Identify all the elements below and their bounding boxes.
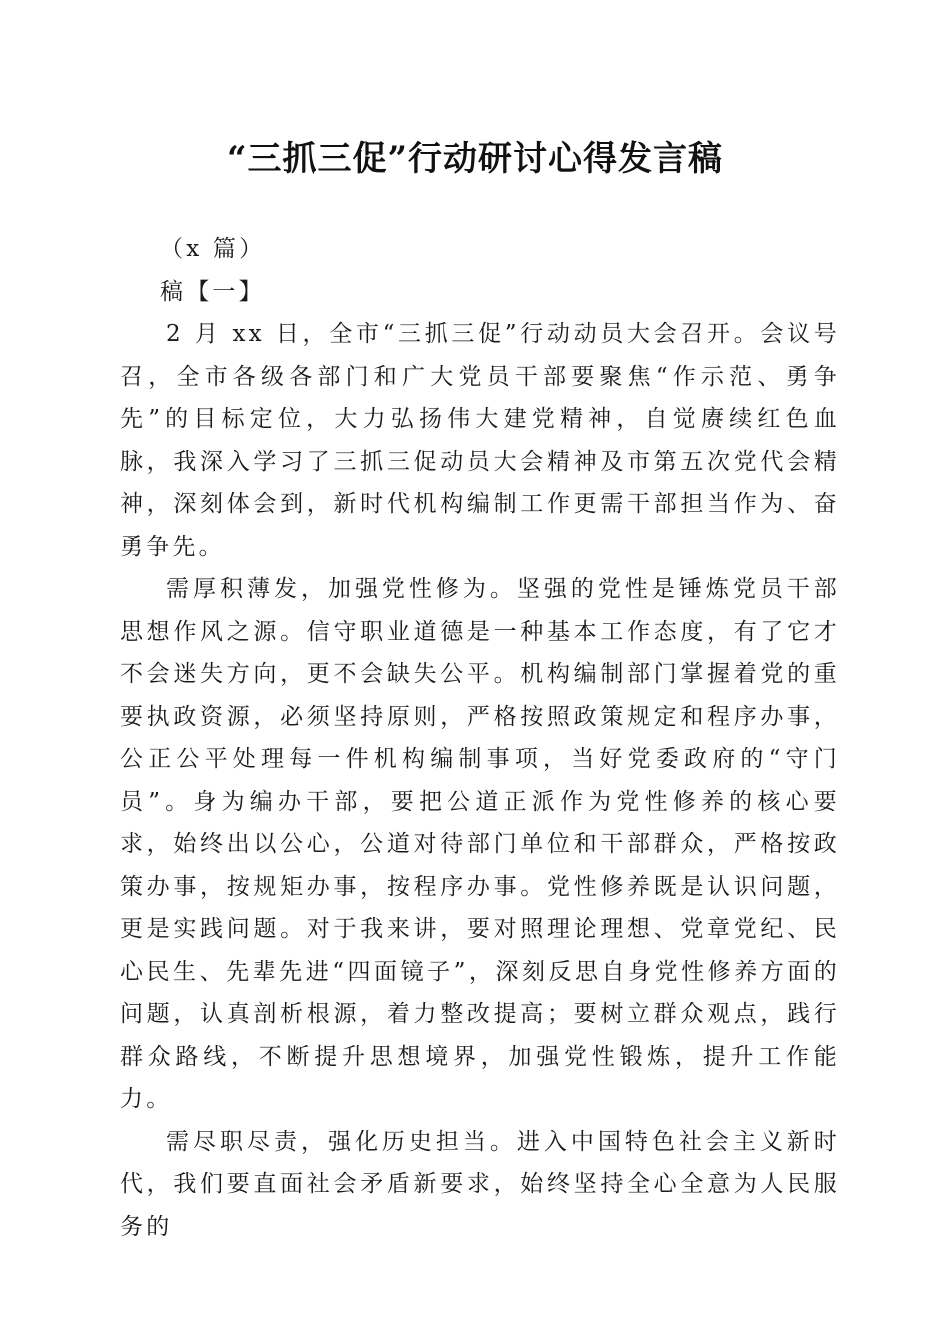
section-label: 稿【一】 <box>160 278 265 305</box>
paragraph: 需厚积薄发，加强党性修为。坚强的党性是锤炼党员干部思想作风之源。信守职业道德是一种基本工作态度，有了它才不会迷失方向，更不会缺失公平。机构编制部门掌握着党的重要执政资源，必须坚持原则，严格按照政策规定和程序办事，公正公平处理每一件机构编制事项，当好党委政府的“守门员”。身为编办干部，要把公道正派作为党性修养的核心要求，始终出以公心，公道对待部门单位和干部群众，严格按政策办事，按规矩办事，按程序办事。党性修养既是认识问题，更是实践问题。对于我来讲，要对照理论理想、党章党纪、民心民生、先辈先进“四面镜子”，深刻反思自身党性修养方面的问题，认真剖析根源，着力整改提高；要树立群众观点，践行群众路线，不断提升思想境界，加强党性锻炼，提升工作能力。 <box>120 576 840 1112</box>
document-body <box>120 228 840 1248</box>
count-note: （x 篇） <box>160 236 266 262</box>
paragraph: 需尽职尽责，强化历史担当。进入中国特色社会主义新时代，我们要直面社会矛盾新要求，始终坚持全心全意为人民服务的 <box>120 1128 840 1240</box>
document-title: “三抓三促”行动研讨心得发言稿 <box>226 139 724 179</box>
paragraph: 2 月 xx 日，全市“三抓三促”行动动员大会召开。会议号召，全市各级各部门和广大党员干部要聚焦“作示范、勇争先”的目标定位，大力弘扬伟大建党精神，自觉赓续红色血脉，我深入学习了三抓三促动员大会精神及市第五次党代会精神，深刻体会到，新时代机构编制工作更需干部担当作为、奋勇争先。 <box>120 321 840 560</box>
